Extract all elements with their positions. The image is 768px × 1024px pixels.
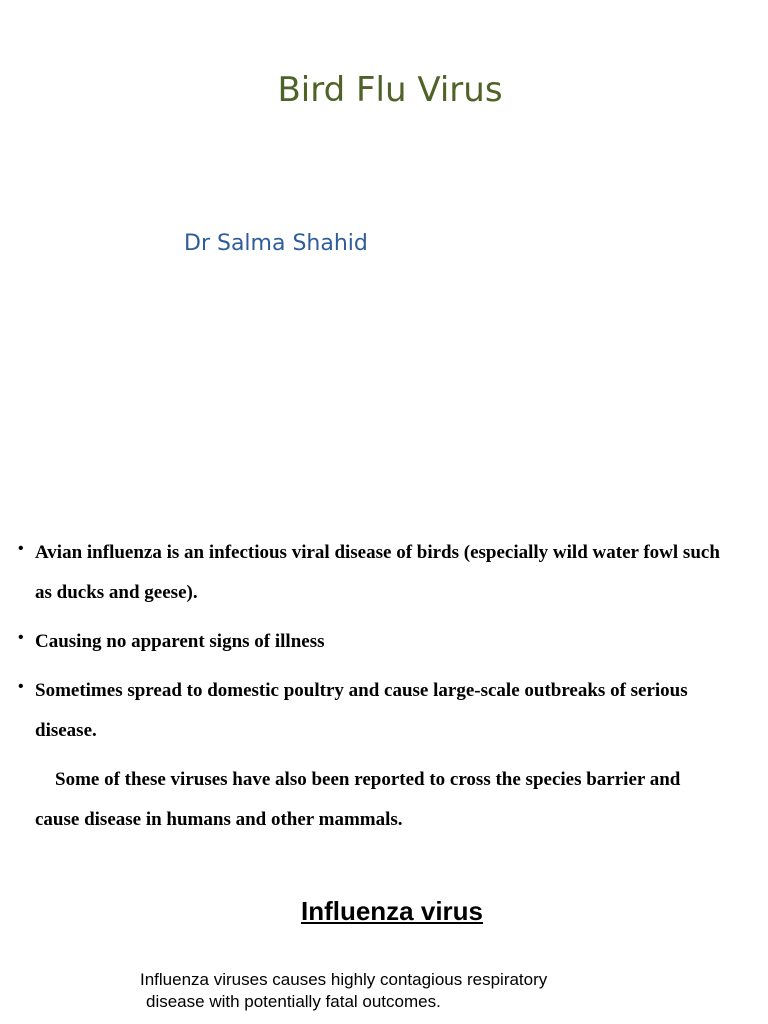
bullet-text: Avian influenza is an infectious viral disease of birds (especially wild water fowl such as ducks and geese). xyxy=(35,542,720,603)
species-barrier-paragraph: Some of these viruses have also been reported to cross the species barrier and cause disease in humans and other mammals. xyxy=(35,769,681,830)
bullet-marker: • xyxy=(18,629,24,646)
author-name: Dr Salma Shahid xyxy=(184,231,368,256)
description-line-2: disease with potentially fatal outcomes. xyxy=(146,992,441,1011)
bullet-item-avian-influenza xyxy=(18,533,738,613)
bullet-item-domestic-poultry xyxy=(18,671,738,751)
bullet-marker: • xyxy=(18,540,24,557)
influenza-virus-description xyxy=(140,969,620,1013)
slide-title: Bird Flu Virus xyxy=(277,70,503,110)
bullet-list xyxy=(18,533,738,751)
influenza-virus-heading: Influenza virus xyxy=(300,896,484,926)
bullet-item-no-signs xyxy=(18,622,738,662)
bullet-marker: • xyxy=(18,678,24,695)
description-line-1: Influenza viruses causes highly contagious respiratory xyxy=(140,970,548,989)
bullet-text: Sometimes spread to domestic poultry and cause large-scale outbreaks of serious disease. xyxy=(35,680,688,741)
bullet-text: Causing no apparent signs of illness xyxy=(35,631,325,652)
